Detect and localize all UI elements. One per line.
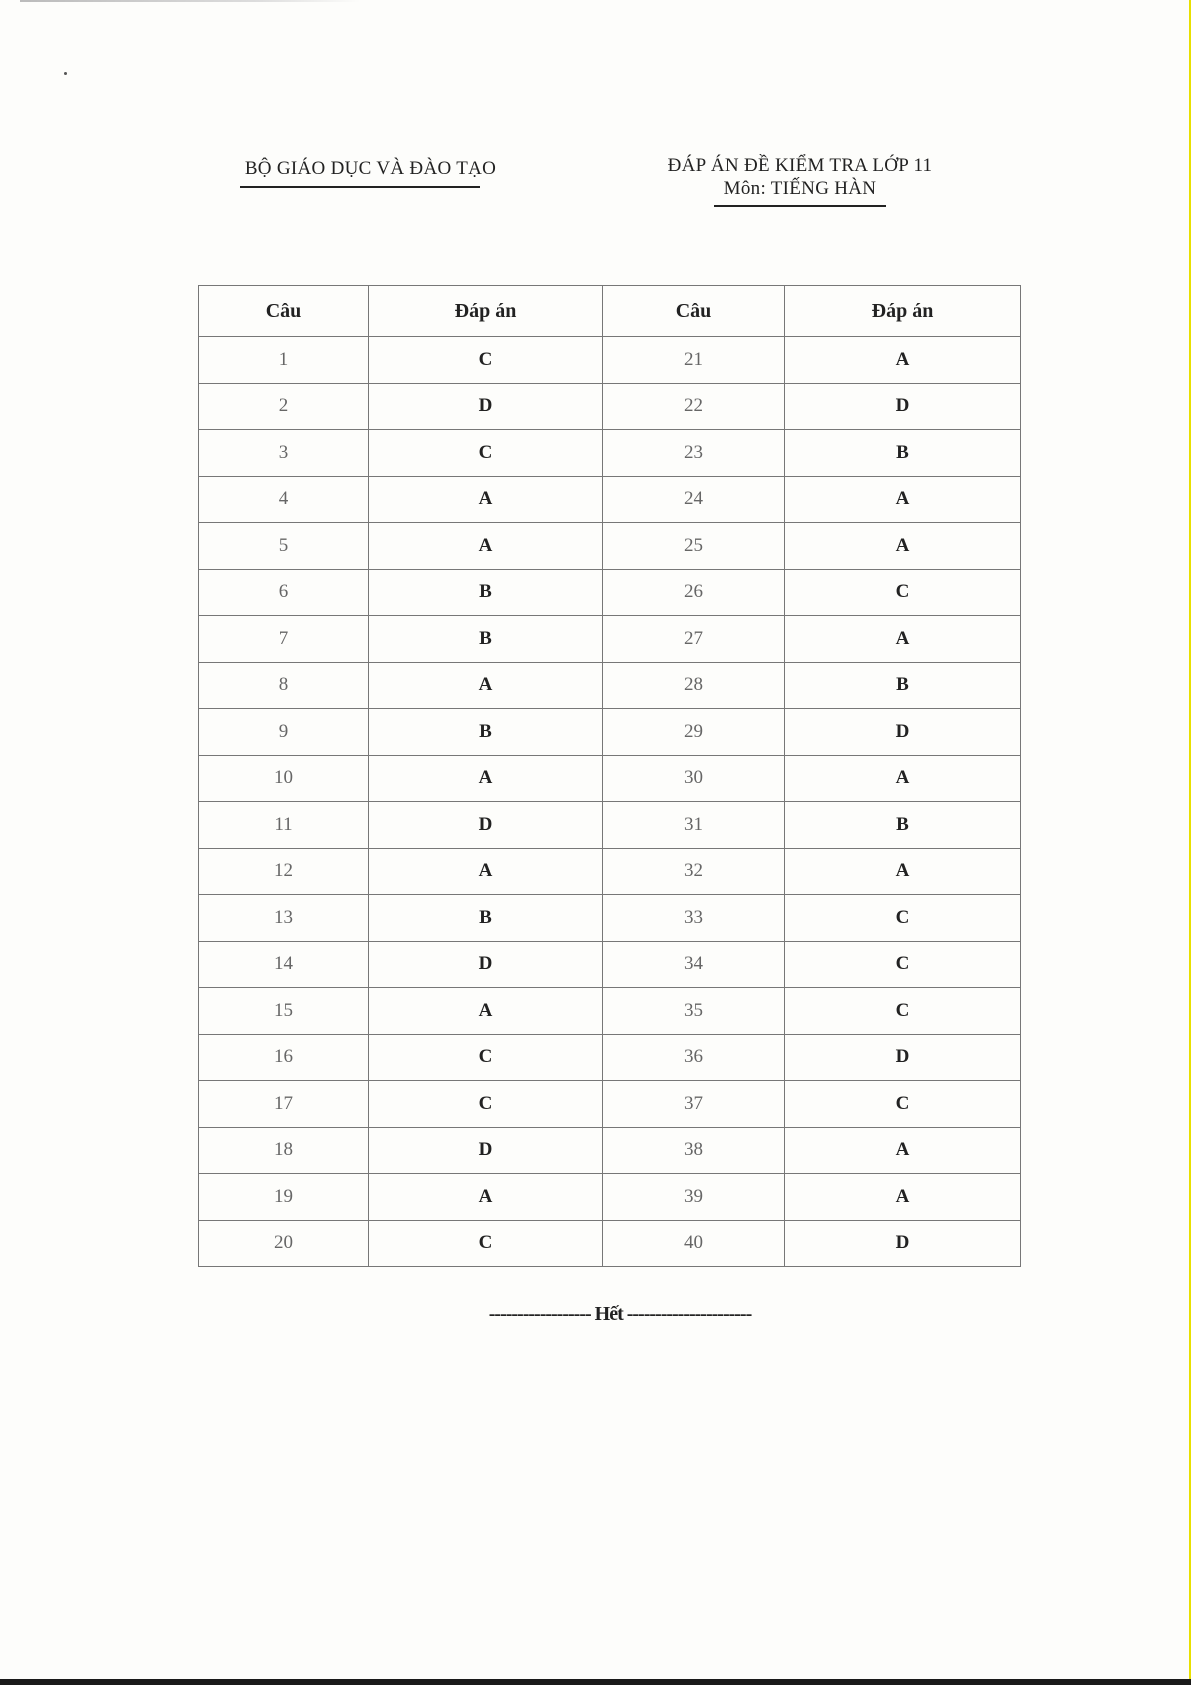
question-number: 24 <box>603 476 785 523</box>
question-number: 9 <box>199 709 369 756</box>
table-row <box>199 802 1021 849</box>
answer-value: A <box>369 476 603 523</box>
question-number: 1 <box>199 337 369 384</box>
question-number: 25 <box>603 523 785 570</box>
answer-value: A <box>785 755 1021 802</box>
answer-value: D <box>785 709 1021 756</box>
table-row <box>199 1127 1021 1174</box>
answer-value: A <box>369 523 603 570</box>
scan-artifact-dot <box>64 72 67 75</box>
answer-value: C <box>369 1034 603 1081</box>
document-header <box>620 155 980 207</box>
question-number: 33 <box>603 895 785 942</box>
table-row <box>199 755 1021 802</box>
table-row <box>199 895 1021 942</box>
ministry-name: BỘ GIÁO DỤC VÀ ĐÀO TẠO <box>244 158 497 179</box>
question-number: 3 <box>199 430 369 477</box>
question-number: 40 <box>603 1220 785 1267</box>
answer-value: A <box>785 848 1021 895</box>
table-row <box>199 1174 1021 1221</box>
table-row <box>199 616 1021 663</box>
question-number: 7 <box>199 616 369 663</box>
question-number: 11 <box>199 802 369 849</box>
answer-key-table <box>198 285 1021 1267</box>
table-row <box>199 941 1021 988</box>
scan-artifact-bottom-edge <box>0 1679 1191 1685</box>
header-answer-left: Đáp án <box>369 286 603 337</box>
question-number: 38 <box>603 1127 785 1174</box>
table-row <box>199 662 1021 709</box>
question-number: 4 <box>199 476 369 523</box>
answer-value: B <box>785 662 1021 709</box>
document-title: ĐÁP ÁN ĐỀ KIỂM TRA LỚP 11 <box>667 155 933 176</box>
answer-value: C <box>785 1081 1021 1128</box>
answer-value: C <box>369 337 603 384</box>
answer-value: B <box>785 802 1021 849</box>
answer-value: A <box>785 1127 1021 1174</box>
ministry-underline <box>240 186 480 188</box>
question-number: 30 <box>603 755 785 802</box>
end-marker: ------------------ Hết ---------------------- <box>488 1303 752 1325</box>
question-number: 19 <box>199 1174 369 1221</box>
question-number: 10 <box>199 755 369 802</box>
question-number: 8 <box>199 662 369 709</box>
header-question-right: Câu <box>603 286 785 337</box>
table-row <box>199 337 1021 384</box>
question-number: 15 <box>199 988 369 1035</box>
table-row <box>199 569 1021 616</box>
table-row <box>199 988 1021 1035</box>
question-number: 32 <box>603 848 785 895</box>
table-row <box>199 1220 1021 1267</box>
answer-value: D <box>785 383 1021 430</box>
answer-value: A <box>369 662 603 709</box>
answer-value: D <box>369 383 603 430</box>
question-number: 20 <box>199 1220 369 1267</box>
table-row <box>199 1081 1021 1128</box>
answer-value: A <box>369 1174 603 1221</box>
answer-value: B <box>369 895 603 942</box>
table-row <box>199 430 1021 477</box>
answer-value: D <box>369 802 603 849</box>
question-number: 2 <box>199 383 369 430</box>
table-row <box>199 709 1021 756</box>
answer-value: A <box>785 616 1021 663</box>
question-number: 35 <box>603 988 785 1035</box>
answer-value: C <box>369 1220 603 1267</box>
answer-value: D <box>785 1220 1021 1267</box>
table-row <box>199 1034 1021 1081</box>
answer-value: C <box>369 1081 603 1128</box>
question-number: 37 <box>603 1081 785 1128</box>
answer-value: A <box>369 755 603 802</box>
question-number: 16 <box>199 1034 369 1081</box>
answer-value: D <box>785 1034 1021 1081</box>
question-number: 12 <box>199 848 369 895</box>
answer-value: D <box>369 941 603 988</box>
header-question-left: Câu <box>199 286 369 337</box>
answer-value: C <box>785 988 1021 1035</box>
table-row <box>199 476 1021 523</box>
answer-value: D <box>369 1127 603 1174</box>
answer-value: B <box>369 616 603 663</box>
table-row <box>199 848 1021 895</box>
answer-value: B <box>369 569 603 616</box>
answer-value: C <box>785 895 1021 942</box>
question-number: 14 <box>199 941 369 988</box>
answer-value: A <box>785 337 1021 384</box>
question-number: 18 <box>199 1127 369 1174</box>
question-number: 13 <box>199 895 369 942</box>
ministry-header <box>203 158 538 188</box>
answer-value: A <box>785 1174 1021 1221</box>
question-number: 21 <box>603 337 785 384</box>
header-answer-right: Đáp án <box>785 286 1021 337</box>
question-number: 36 <box>603 1034 785 1081</box>
question-number: 39 <box>603 1174 785 1221</box>
answer-value: A <box>369 848 603 895</box>
subject-line: Môn: TIẾNG HÀN <box>714 178 887 207</box>
answer-value: A <box>785 476 1021 523</box>
question-number: 6 <box>199 569 369 616</box>
answer-value: A <box>369 988 603 1035</box>
answer-value: C <box>369 430 603 477</box>
answer-value: B <box>369 709 603 756</box>
question-number: 31 <box>603 802 785 849</box>
question-number: 34 <box>603 941 785 988</box>
question-number: 5 <box>199 523 369 570</box>
answer-value: C <box>785 569 1021 616</box>
question-number: 23 <box>603 430 785 477</box>
question-number: 26 <box>603 569 785 616</box>
answer-value: A <box>785 523 1021 570</box>
table-row <box>199 523 1021 570</box>
answer-value: C <box>785 941 1021 988</box>
question-number: 29 <box>603 709 785 756</box>
scan-artifact-top <box>20 0 360 2</box>
table-header-row <box>199 286 1021 337</box>
question-number: 22 <box>603 383 785 430</box>
question-number: 27 <box>603 616 785 663</box>
question-number: 17 <box>199 1081 369 1128</box>
question-number: 28 <box>603 662 785 709</box>
answer-value: B <box>785 430 1021 477</box>
table-row <box>199 383 1021 430</box>
